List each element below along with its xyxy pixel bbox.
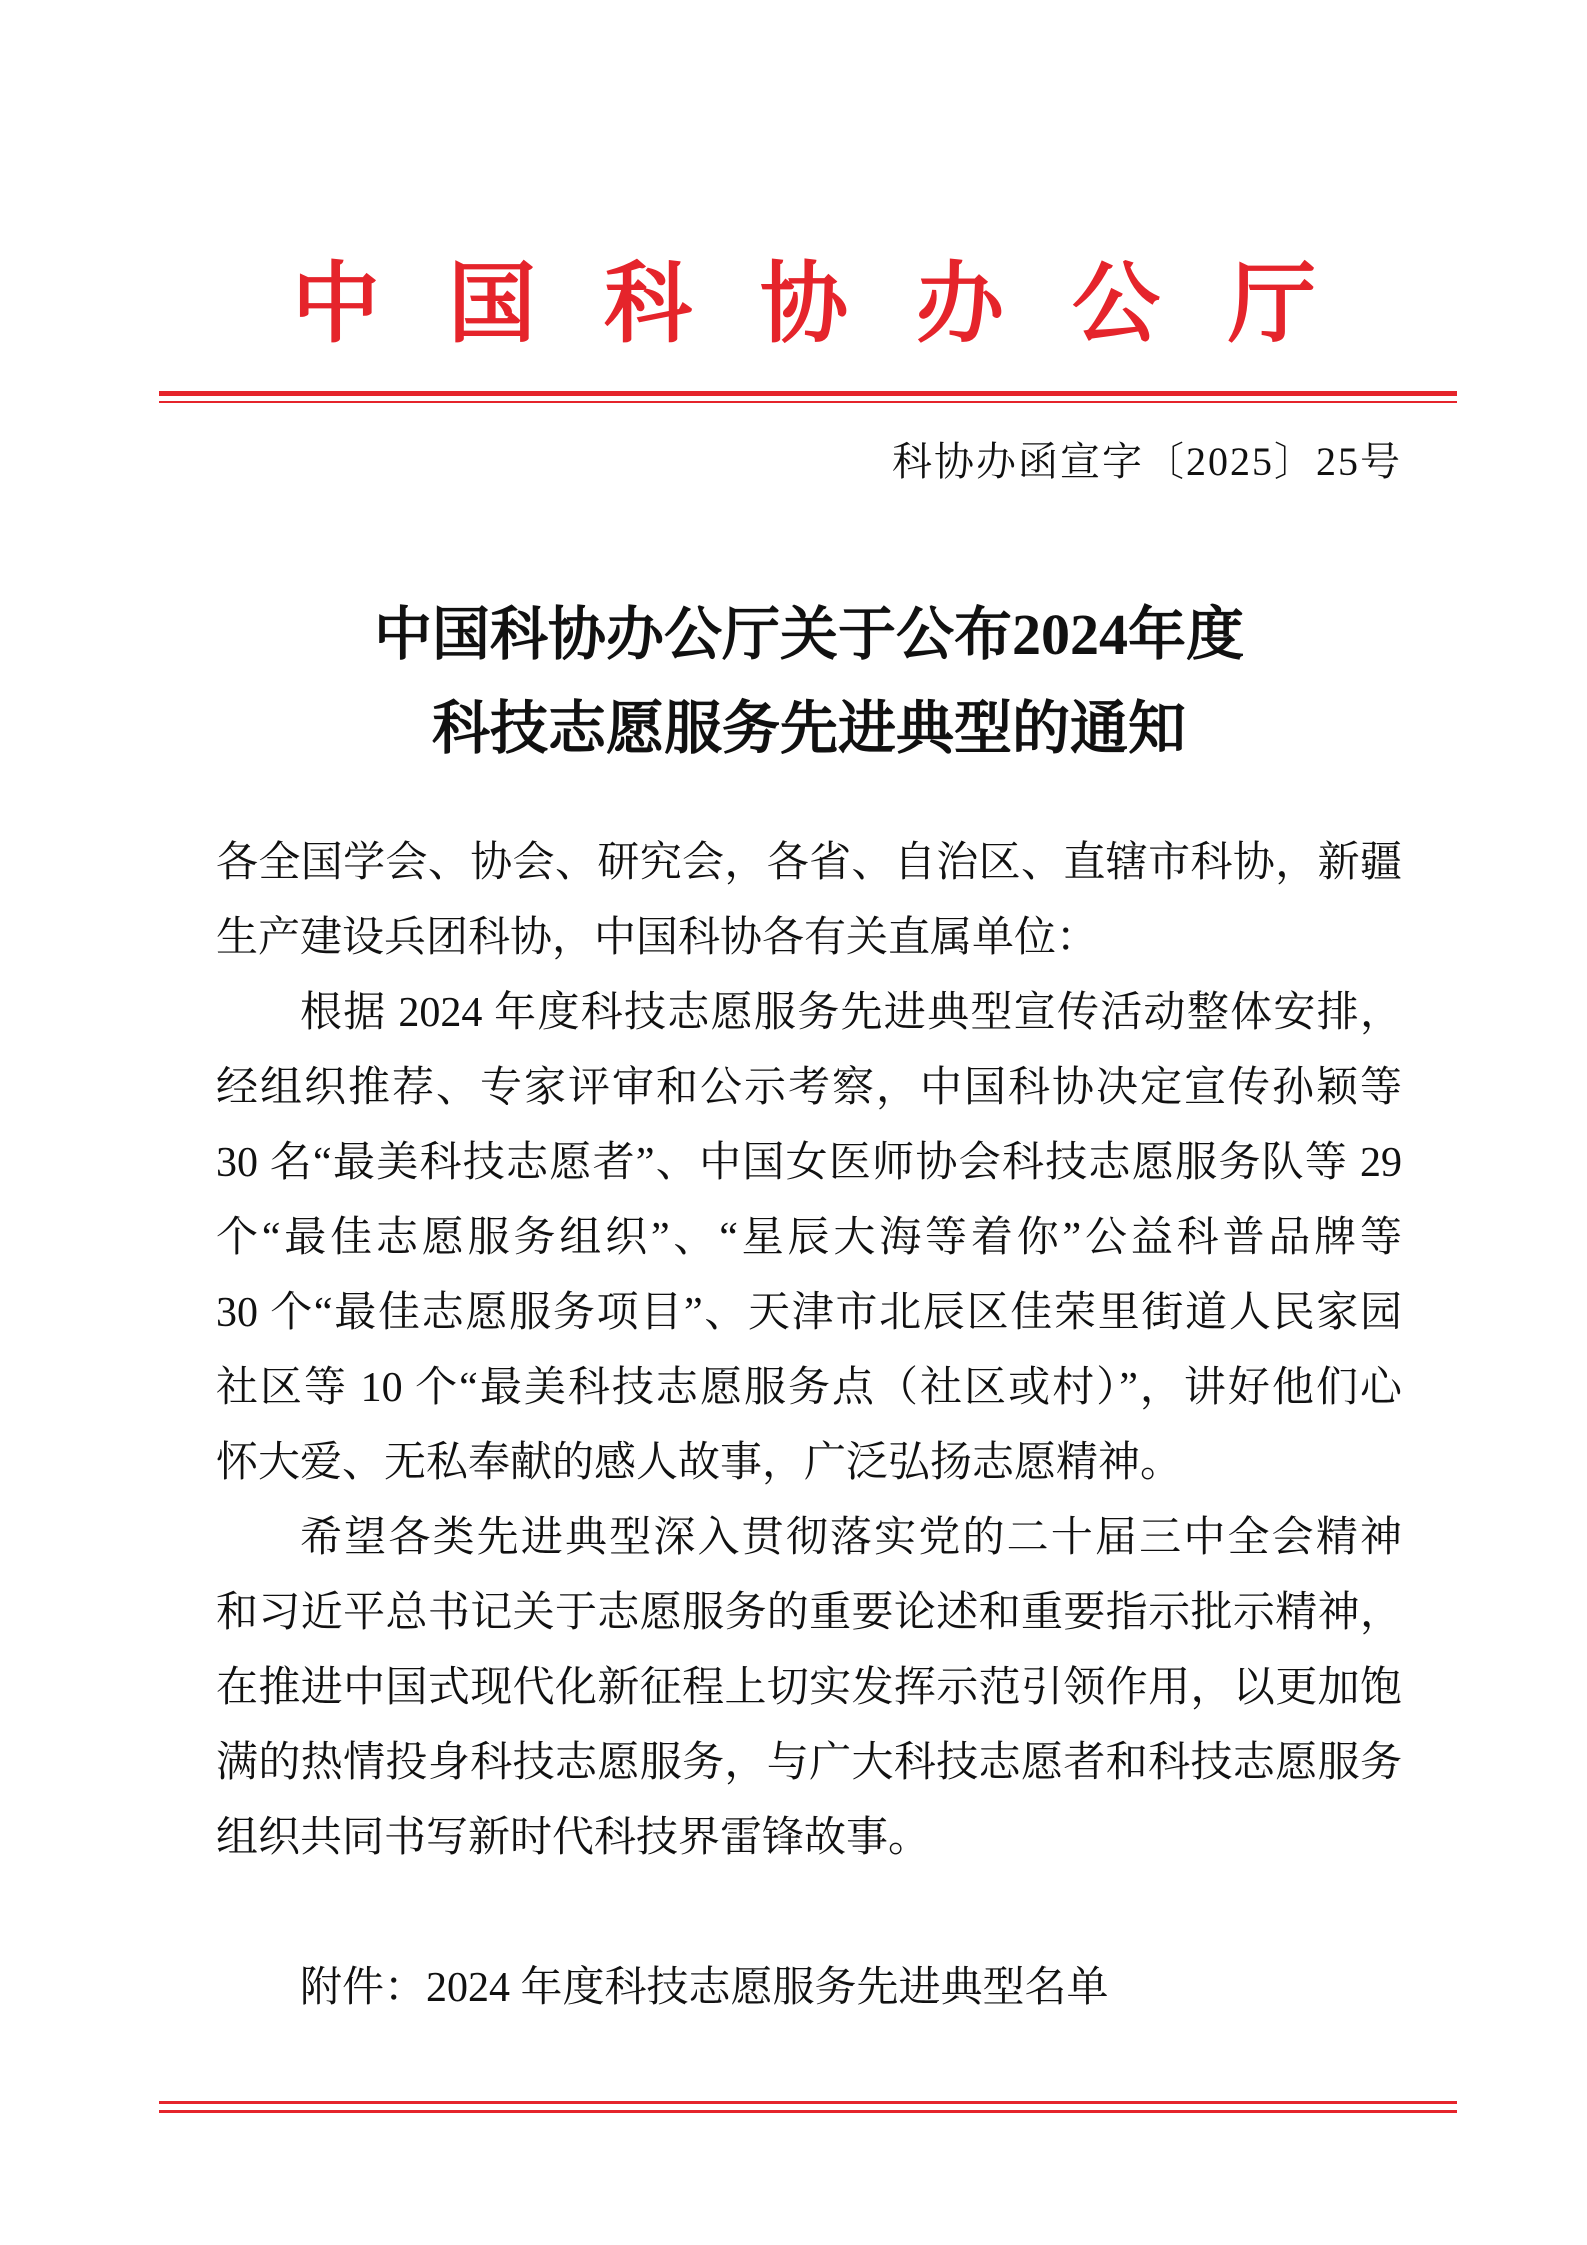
- salutation-line: 各全国学会、协会、研究会，各省、自治区、直辖市科协，新疆: [216, 840, 1402, 886]
- paragraph-line: 经组织推荐、专家评审和公示考察，中国科协决定宣传孙颖等: [216, 1065, 1402, 1111]
- paragraph-line: 30 名“最美科技志愿者”、中国女医师协会科技志愿服务队等 29: [216, 1140, 1402, 1186]
- paragraph-line: 在推进中国式现代化新征程上切实发挥示范引领作用，以更加饱: [216, 1665, 1402, 1711]
- footer-rule-lower: [159, 2110, 1457, 2113]
- document-title-line-1: 中国科协办公厅关于公布2024年度: [373, 602, 1244, 667]
- document-number: 科协办函宣字〔2025〕25号: [892, 439, 1402, 484]
- paragraph-line: 怀大爱、无私奉献的感人故事，广泛弘扬志愿精神。: [216, 1440, 1183, 1486]
- paragraph-line: 个“最佳志愿服务组织”、“星辰大海等着你”公益科普品牌等: [216, 1215, 1402, 1261]
- attachment-line: 附件：2024 年度科技志愿服务先进典型名单: [300, 1965, 1109, 2011]
- paragraph-line: 和习近平总书记关于志愿服务的重要论述和重要指示批示精神，: [216, 1590, 1402, 1636]
- paragraph-line: 根据 2024 年度科技志愿服务先进典型宣传活动整体安排，: [300, 990, 1402, 1036]
- header-rule-thick: [159, 391, 1457, 396]
- salutation-line: 生产建设兵团科协，中国科协各有关直属单位：: [216, 915, 1099, 961]
- document-body: [216, 826, 1402, 2026]
- footer-rule-upper: [159, 2101, 1457, 2104]
- paragraph-1: [216, 976, 1402, 1501]
- document-title: [216, 588, 1402, 776]
- paragraph-line: 希望各类先进典型深入贯彻落实党的二十届三中全会精神: [300, 1515, 1402, 1561]
- paragraph-line: 30 个“最佳志愿服务项目”、天津市北辰区佳荣里街道人民家园: [216, 1290, 1402, 1336]
- salutation: [216, 826, 1402, 976]
- document-title-line-2: 科技志愿服务先进典型的通知: [431, 696, 1186, 761]
- paragraph-line: 满的热情投身科技志愿服务，与广大科技志愿者和科技志愿服务: [216, 1740, 1402, 1786]
- header-org-title: 中国科协办公厅: [292, 257, 1385, 354]
- paragraph-line: 社区等 10 个“最美科技志愿服务点（社区或村）”，讲好他们心: [216, 1365, 1402, 1411]
- paragraph-2: [216, 1501, 1402, 1876]
- header-rule-thin: [159, 401, 1457, 403]
- paragraph-line: 组织共同书写新时代科技界雷锋故事。: [216, 1815, 931, 1861]
